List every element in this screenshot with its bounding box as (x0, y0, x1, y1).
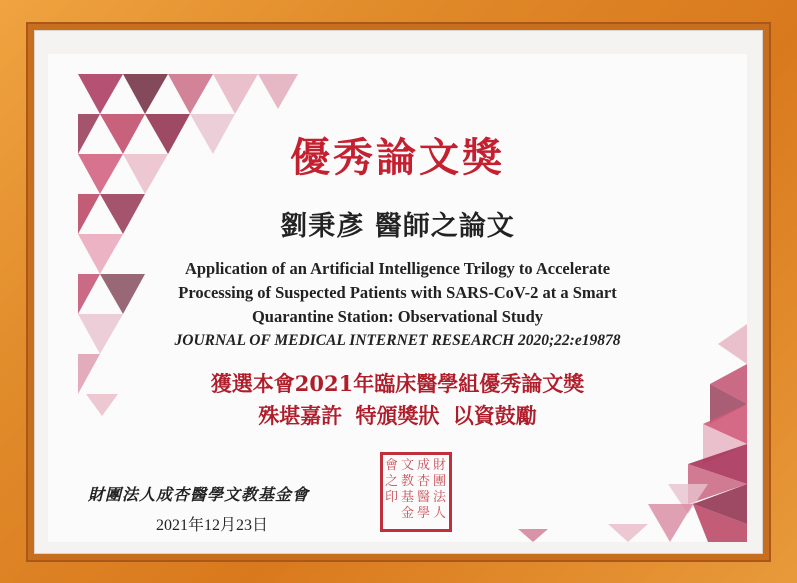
recipient-name: 劉秉彥 醫師之論文 (280, 211, 515, 242)
journal-citation: JOURNAL OF MEDICAL INTERNET RESEARCH 2020;22:e19878 (174, 332, 621, 349)
certificate-paper (48, 54, 747, 542)
official-seal: 財 團 法 人 成 杏 醫 學 文 教 基 金 會 之 印 (380, 452, 452, 532)
paper-title-line-2: Processing of Suspected Patients with SARS-CoV-2 at a Smart (178, 283, 617, 302)
issuer-calligraphy: 財團法人成杏醫學文教基金會 (88, 485, 310, 504)
paper-title-line-1: Application of an Artificial Intelligence Trilogy to Accelerate (184, 259, 611, 278)
issue-date: 2021年12月23日 (156, 517, 269, 534)
commendation-statement: 殊堪嘉許 特頒獎狀 以資鼓勵 (258, 403, 537, 428)
certificate-title: 優秀論文獎 (290, 134, 505, 181)
award-statement: 獲選本會2021年臨床醫學組優秀論文獎 (210, 371, 585, 396)
paper-title-line-3: Quarantine Station: Observational Study (251, 307, 544, 326)
